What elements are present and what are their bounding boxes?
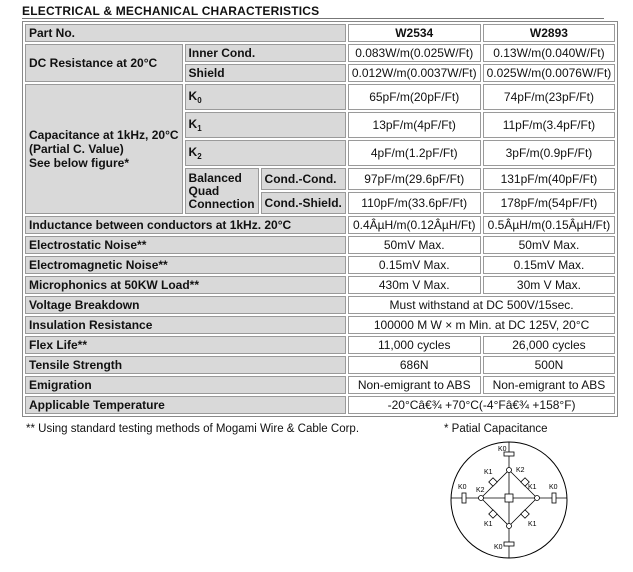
inductance-w2893: 0.5ÂµH/m(0.15ÂµH/Ft): [483, 216, 616, 234]
microphonics-label: Microphonics at 50KW Load**: [25, 276, 346, 294]
electromagnetic-noise-w2534: 0.15mV Max.: [348, 256, 481, 274]
inner-cond-w2893: 0.13W/m(0.040W/Ft): [483, 44, 616, 62]
k0-letter: K: [188, 89, 198, 103]
table-row: [25, 44, 615, 62]
table-row: [25, 396, 615, 414]
table-row: [25, 376, 615, 394]
electrostatic-noise-w2534: 50mV Max.: [348, 236, 481, 254]
fig-label-k2-top: K2: [516, 467, 525, 474]
fig-label-k0-left: K0: [458, 484, 467, 491]
table-row: [25, 236, 615, 254]
footnote: ** Using standard testing methods of Mogami Wire & Cable Corp.: [26, 423, 360, 435]
k0-w2893: 74pF/m(23pF/Ft): [483, 84, 616, 110]
emigration-label: Emigration: [25, 376, 346, 394]
title-divider: [22, 18, 604, 19]
voltage-breakdown-label: Voltage Breakdown: [25, 296, 346, 314]
cond-cond-label: Cond.-Cond.: [261, 168, 346, 190]
table-row: [25, 336, 615, 354]
table-row: [25, 356, 615, 374]
table-row: [25, 256, 615, 274]
table-header-row: [25, 24, 615, 42]
balanced-quad-line1: Balanced: [188, 170, 242, 185]
k2-w2893: 3pF/m(0.9pF/Ft): [483, 140, 616, 166]
inner-cond-label: Inner Cond.: [185, 44, 346, 62]
emigration-w2893: Non-emigrant to ABS: [483, 376, 616, 394]
fig-label-k1-bl: K1: [484, 521, 493, 528]
figure-caption: * Patial Capacitance: [444, 423, 548, 435]
cond-shield-label: Cond.-Shield.: [261, 192, 346, 214]
inductance-w2534: 0.4ÂµH/m(0.12ÂµH/Ft): [348, 216, 481, 234]
shield-w2534: 0.012W/m(0.0037W/Ft): [348, 64, 481, 82]
flex-life-w2893: 26,000 cycles: [483, 336, 616, 354]
table-row: [25, 216, 615, 234]
electromagnetic-noise-w2893: 0.15mV Max.: [483, 256, 616, 274]
electromagnetic-noise-label: Electromagnetic Noise**: [25, 256, 346, 274]
cond-cond-w2534: 97pF/m(29.6pF/Ft): [348, 168, 481, 190]
fig-label-k1-tr: K1: [528, 484, 537, 491]
capacitance-label-line2: (Partial C. Value): [29, 142, 124, 156]
k2-letter: K: [188, 145, 198, 159]
tensile-strength-w2893: 500N: [483, 356, 616, 374]
k2-label: [185, 140, 346, 166]
fig-label-k1-tl: K1: [484, 469, 493, 476]
electrostatic-noise-w2893: 50mV Max.: [483, 236, 616, 254]
k2-subscript: 2: [197, 152, 202, 161]
table-row: [25, 84, 615, 110]
insulation-resistance-value: 100000 M W × m Min. at DC 125V, 20°C: [348, 316, 615, 334]
fig-label-k1-br: K1: [528, 521, 537, 528]
k1-label: [185, 112, 346, 138]
page-title: ELECTRICAL & MECHANICAL CHARACTERISTICS: [22, 4, 320, 18]
tensile-strength-label: Tensile Strength: [25, 356, 346, 374]
k1-subscript: 1: [197, 124, 202, 133]
table-row: [25, 276, 615, 294]
partial-capacitance-figure: [448, 436, 570, 564]
dc-resistance-label: DC Resistance at 20°C: [25, 44, 183, 82]
inductance-label: Inductance between conductors at 1kHz. 20°C: [25, 216, 346, 234]
microphonics-w2534: 430m V Max.: [348, 276, 481, 294]
capacitance-label: [25, 84, 183, 214]
shield-w2893: 0.025W/m(0.0076W/Ft): [483, 64, 616, 82]
balanced-quad-line2: Quad: [188, 183, 220, 198]
k1-w2893: 11pF/m(3.4pF/Ft): [483, 112, 616, 138]
tensile-strength-w2534: 686N: [348, 356, 481, 374]
balanced-quad-line3: Connection: [188, 196, 255, 211]
voltage-breakdown-value: Must withstand at DC 500V/15sec.: [348, 296, 615, 314]
microphonics-w2893: 30m V Max.: [483, 276, 616, 294]
characteristics-table: [22, 21, 618, 417]
cond-shield-w2893: 178pF/m(54pF/Ft): [483, 192, 616, 214]
balanced-quad-label: [185, 168, 259, 214]
fig-label-k0-top: K0: [498, 446, 507, 453]
emigration-w2534: Non-emigrant to ABS: [348, 376, 481, 394]
fig-label-k2-left: K2: [476, 487, 485, 494]
part-no-label: Part No.: [25, 24, 346, 42]
w2534-header: W2534: [348, 24, 481, 42]
applicable-temperature-value: -20°Câ€¾ +70°C(-4°Fâ€¾ +158°F): [348, 396, 615, 414]
applicable-temperature-label: Applicable Temperature: [25, 396, 346, 414]
inner-cond-w2534: 0.083W/m(0.025W/Ft): [348, 44, 481, 62]
capacitance-label-line3: See below figure*: [29, 156, 130, 170]
electrostatic-noise-label: Electrostatic Noise**: [25, 236, 346, 254]
fig-label-k0-bottom: K0: [494, 544, 503, 551]
insulation-resistance-label: Insulation Resistance: [25, 316, 346, 334]
k1-w2534: 13pF/m(4pF/Ft): [348, 112, 481, 138]
k1-letter: K: [188, 117, 198, 131]
k0-label: [185, 84, 346, 110]
capacitance-label-line1: Capacitance at 1kHz, 20°C: [29, 128, 179, 142]
fig-label-k0-right: K0: [549, 484, 558, 491]
shield-label: Shield: [185, 64, 346, 82]
cond-shield-w2534: 110pF/m(33.6pF/Ft): [348, 192, 481, 214]
table-row: [25, 316, 615, 334]
w2893-header: W2893: [483, 24, 616, 42]
k0-subscript: 0: [197, 96, 202, 105]
k0-w2534: 65pF/m(20pF/Ft): [348, 84, 481, 110]
table-row: [25, 296, 615, 314]
flex-life-w2534: 11,000 cycles: [348, 336, 481, 354]
k2-w2534: 4pF/m(1.2pF/Ft): [348, 140, 481, 166]
cond-cond-w2893: 131pF/m(40pF/Ft): [483, 168, 616, 190]
flex-life-label: Flex Life**: [25, 336, 346, 354]
